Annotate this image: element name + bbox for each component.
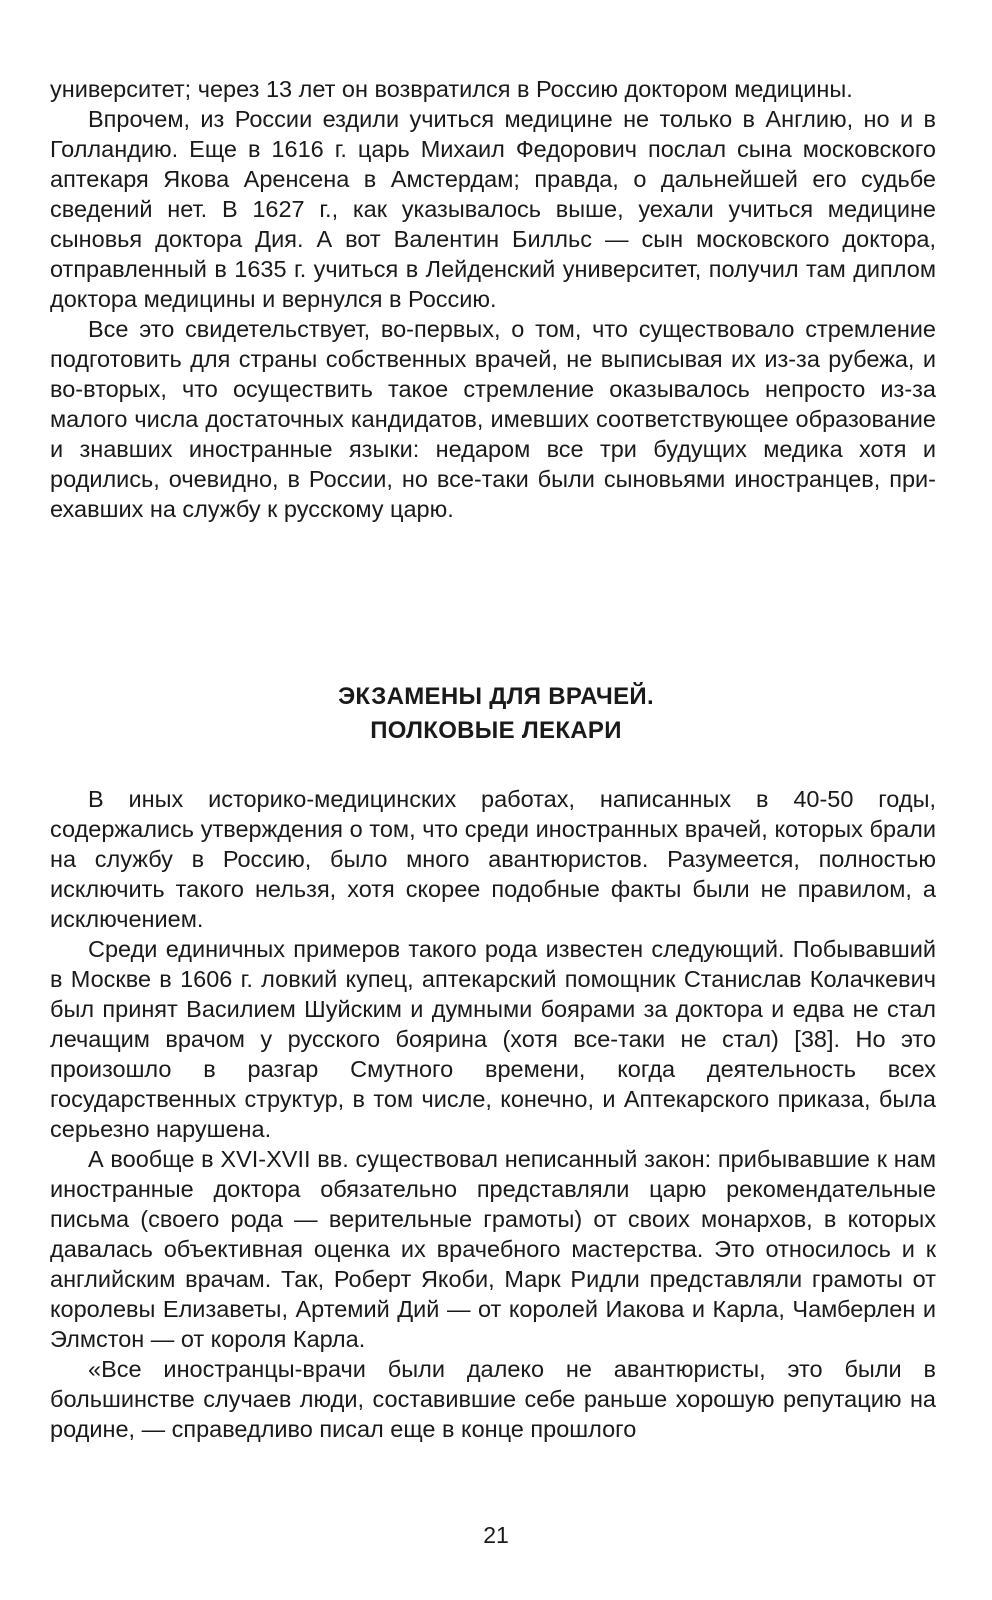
top-text-section — [50, 74, 936, 524]
paragraph: Среди единичных примеров такого рода известен следующий. Побывавший в Москве в 1606 г. ловкий купец, аптекарский помощник Станислав Колачкевич был принят Василием Шуйским и думными боярами за доктора и едва не стал лечащим врачом у русского боярина (хотя все-таки не стал) [38]. Но это произошло в разгар Смутного времени, когда деятельность всех государственных структур, в том числе, конечно, и Аптекарского приказа, была серьезно нарушена. — [50, 936, 936, 1142]
bottom-text-section — [50, 784, 936, 1444]
paragraph: «Все иностранцы-врачи были далеко не авантюристы, это были в большинстве случаев люди, составившие себе раньше хорошую репутацию на родине, — справедливо писал еще в конце прошлого — [50, 1356, 936, 1442]
paragraph: В иных историко-медицинских работах, написанных в 40-50 годы, содержались утверждения о том, что среди иностранных врачей, которых брали на службу в Россию, было много авантюристов. Разумеется, полностью исключить такого нельзя, хотя скорее подобные факты были не правилом, а исключением. — [50, 786, 936, 932]
page-number: 21 — [483, 1522, 509, 1548]
paragraph: Впрочем, из России ездили учиться медицине не только в Англию, но и в Голландию. Еще в 1616 г. царь Михаил Федорович послал сына московского аптекаря Якова Аренсена в Амстердам; правда, о дальнейшей его судьбе сведений нет. В 1627 г., как указывалось выше, уехали учиться медицине сыновья доктора Дия. А вот Валентин Билльс — сын московского доктора, отправленный в 1635 г. учиться в Лейденский университет, получил там диплом доктора медицины и вернулся в Россию. — [50, 106, 936, 312]
paragraph: Все это свидетельствует, во-первых, о том, что существовало стремление подготовить для страны собственных врачей, не выписывая их из-за рубежа, и во-вторых, что осуществить такое стремление оказывалось непросто из-за малого числа достаточных кандидатов, имевших соответствующее образование и знавших иностранные языки: недаром все три будущих медика хотя и родились, очевидно, в России, но все-таки были сыновьями иностранцев, приехавших на службу к русскому царю. — [50, 316, 936, 522]
paragraph-continuation: университет; через 13 лет он возвратился в Россию доктором медицины. — [50, 76, 853, 102]
section-heading-line-2: ПОЛКОВЫЕ ЛЕКАРИ — [370, 717, 622, 744]
paragraph: А вообще в XVI-XVII вв. существовал неписанный закон: прибывавшие к нам иностранные доктора обязательно представляли царю рекомендательные письма (своего рода — верительные грамоты) от своих монархов, в которых давалась объективная оценка их врачебного мастерства. Это относилось и к английским врачам. Так, Роберт Якоби, Марк Ридли представляли грамоты от королевы Елизаветы, Артемий Дий — от королей Иакова и Карла, Чамберлен и Элмстон — от короля Карла. — [50, 1146, 936, 1352]
section-heading-line-1: ЭКЗАМЕНЫ ДЛЯ ВРАЧЕЙ. — [338, 683, 654, 710]
